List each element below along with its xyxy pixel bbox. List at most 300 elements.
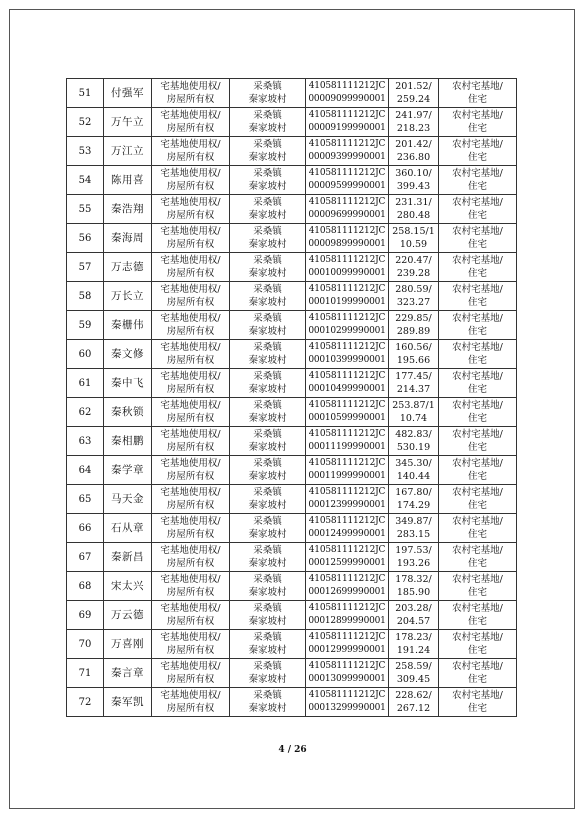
land-use-cell [439, 282, 517, 311]
land-use-cell [439, 224, 517, 253]
right-type-cell [152, 659, 230, 688]
unit-code-text: 00009199990001 [308, 123, 386, 133]
unit-code-text: 00010399990001 [308, 355, 386, 365]
land-use-text: 农村宅基地/ [452, 197, 503, 208]
area-text: 201.42/ [395, 139, 432, 150]
right-type-cell [152, 108, 230, 137]
location-cell [230, 398, 306, 427]
land-use-cell [439, 688, 517, 717]
area-text: 203.28/ [395, 603, 432, 614]
location-cell [230, 79, 306, 108]
unit-code-text: 410581111212JC [308, 458, 386, 468]
location-text: 采桑镇 [253, 690, 282, 701]
land-use-text: 农村宅基地/ [452, 284, 503, 295]
location-cell [230, 195, 306, 224]
row-number-text: 55 [78, 203, 92, 215]
right-type-text: 房屋所有权 [166, 674, 215, 685]
owner-name-text: 秦中飞 [111, 376, 144, 389]
unit-code-cell [306, 369, 389, 398]
land-use-text: 农村宅基地/ [452, 690, 503, 701]
location-text: 采桑镇 [253, 545, 282, 556]
area-text: 482.83/ [395, 429, 432, 440]
row-number-cell [67, 630, 104, 659]
right-type-text: 宅基地使用权/ [160, 400, 221, 411]
right-type-text: 宅基地使用权/ [160, 574, 221, 585]
land-use-text: 住宅 [467, 529, 487, 540]
location-text: 秦家坡村 [248, 587, 287, 598]
area-cell [389, 456, 439, 485]
owner-name-cell [104, 601, 152, 630]
location-text: 秦家坡村 [248, 239, 287, 250]
unit-code-cell [306, 659, 389, 688]
table-row [67, 166, 517, 195]
unit-code-text: 00013099990001 [308, 674, 386, 684]
land-use-text: 住宅 [467, 297, 487, 308]
right-type-text: 房屋所有权 [166, 181, 215, 192]
table-row [67, 79, 517, 108]
location-text: 采桑镇 [253, 458, 282, 469]
table-row [67, 369, 517, 398]
location-text: 采桑镇 [253, 313, 282, 324]
location-text: 秦家坡村 [248, 500, 287, 511]
land-use-cell [439, 369, 517, 398]
area-text: 280.48 [396, 210, 431, 221]
land-use-text: 住宅 [467, 384, 487, 395]
location-text: 秦家坡村 [248, 645, 287, 656]
owner-name-text: 陈用喜 [111, 173, 144, 186]
owner-name-cell [104, 108, 152, 137]
area-cell [389, 398, 439, 427]
owner-name-text: 马天金 [111, 492, 144, 505]
land-use-text: 住宅 [467, 471, 487, 482]
unit-code-text: 410581111212JC [308, 81, 386, 91]
table-row [67, 282, 517, 311]
row-number-text: 60 [78, 348, 92, 360]
row-number-cell [67, 166, 104, 195]
row-number-cell [67, 427, 104, 456]
row-number-cell [67, 224, 104, 253]
area-text: 283.15 [396, 529, 431, 540]
right-type-text: 房屋所有权 [166, 703, 215, 714]
row-number-text: 54 [78, 174, 92, 186]
row-number-cell [67, 253, 104, 282]
location-cell [230, 688, 306, 717]
location-text: 采桑镇 [253, 110, 282, 121]
area-cell [389, 369, 439, 398]
unit-code-cell [306, 630, 389, 659]
row-number-cell [67, 398, 104, 427]
location-cell [230, 456, 306, 485]
row-number-text: 53 [78, 145, 92, 157]
right-type-text: 宅基地使用权/ [160, 226, 221, 237]
row-number-cell [67, 572, 104, 601]
location-text: 采桑镇 [253, 139, 282, 150]
unit-code-text: 00012399990001 [308, 500, 386, 510]
area-text: 236.80 [396, 152, 431, 163]
owner-name-text: 秦秋锁 [111, 405, 144, 418]
table-row [67, 601, 517, 630]
area-text: 231.31/ [395, 197, 432, 208]
land-use-text: 农村宅基地/ [452, 458, 503, 469]
land-use-cell [439, 253, 517, 282]
right-type-cell [152, 224, 230, 253]
right-type-text: 宅基地使用权/ [160, 342, 221, 353]
row-number-text: 66 [78, 522, 92, 534]
owner-name-cell [104, 456, 152, 485]
location-text: 采桑镇 [253, 661, 282, 672]
location-text: 秦家坡村 [248, 123, 287, 134]
location-text: 采桑镇 [253, 226, 282, 237]
area-cell [389, 427, 439, 456]
unit-code-text: 00012899990001 [308, 616, 386, 626]
land-use-text: 住宅 [467, 123, 487, 134]
unit-code-cell [306, 456, 389, 485]
right-type-text: 宅基地使用权/ [160, 487, 221, 498]
right-type-text: 宅基地使用权/ [160, 81, 221, 92]
area-text: 177.45/ [395, 371, 432, 382]
land-use-text: 农村宅基地/ [452, 371, 503, 382]
land-use-text: 农村宅基地/ [452, 110, 503, 121]
area-text: 204.57 [396, 616, 431, 627]
location-cell [230, 340, 306, 369]
table-row [67, 630, 517, 659]
area-text: 360.10/ [395, 168, 432, 179]
location-text: 秦家坡村 [248, 703, 287, 714]
land-use-text: 农村宅基地/ [452, 226, 503, 237]
unit-code-text: 00010599990001 [308, 413, 386, 423]
right-type-text: 房屋所有权 [166, 500, 215, 511]
area-text: 258.15/1 [392, 226, 435, 237]
area-text: 259.24 [396, 94, 431, 105]
area-text: 185.90 [396, 587, 431, 598]
area-text: 160.56/ [395, 342, 432, 353]
area-text: 214.37 [396, 384, 431, 395]
right-type-text: 房屋所有权 [166, 94, 215, 105]
land-use-text: 农村宅基地/ [452, 168, 503, 179]
right-type-cell [152, 369, 230, 398]
area-cell [389, 224, 439, 253]
land-use-cell [439, 79, 517, 108]
location-text: 采桑镇 [253, 342, 282, 353]
unit-code-cell [306, 282, 389, 311]
row-number-text: 64 [78, 464, 92, 476]
land-use-cell [439, 340, 517, 369]
owner-name-cell [104, 137, 152, 166]
unit-code-text: 410581111212JC [308, 255, 386, 265]
row-number-text: 71 [78, 667, 92, 679]
owner-name-cell [104, 514, 152, 543]
area-cell [389, 108, 439, 137]
land-use-cell [439, 543, 517, 572]
table-row [67, 659, 517, 688]
right-type-text: 宅基地使用权/ [160, 313, 221, 324]
right-type-cell [152, 340, 230, 369]
land-use-cell [439, 398, 517, 427]
unit-code-text: 00011999990001 [308, 471, 386, 481]
right-type-text: 房屋所有权 [166, 152, 215, 163]
owner-name-text: 万云德 [111, 608, 144, 621]
land-use-cell [439, 514, 517, 543]
land-use-text: 农村宅基地/ [452, 516, 503, 527]
land-use-cell [439, 485, 517, 514]
owner-name-cell [104, 572, 152, 601]
right-type-text: 房屋所有权 [166, 123, 215, 134]
unit-code-cell [306, 166, 389, 195]
table-row [67, 224, 517, 253]
owner-name-text: 秦栅伟 [111, 318, 144, 331]
location-cell [230, 630, 306, 659]
area-text: 140.44 [396, 471, 431, 482]
right-type-cell [152, 630, 230, 659]
location-text: 采桑镇 [253, 255, 282, 266]
right-type-cell [152, 195, 230, 224]
unit-code-cell [306, 514, 389, 543]
owner-name-text: 石从章 [111, 521, 144, 534]
area-text: 197.53/ [395, 545, 432, 556]
right-type-text: 房屋所有权 [166, 558, 215, 569]
right-type-cell [152, 253, 230, 282]
owner-name-cell [104, 398, 152, 427]
location-cell [230, 311, 306, 340]
land-use-cell [439, 456, 517, 485]
owner-name-text: 秦言章 [111, 666, 144, 679]
right-type-text: 宅基地使用权/ [160, 516, 221, 527]
location-text: 秦家坡村 [248, 210, 287, 221]
row-number-cell [67, 282, 104, 311]
right-type-text: 房屋所有权 [166, 442, 215, 453]
area-text: 323.27 [396, 297, 431, 308]
table-row [67, 137, 517, 166]
owner-name-cell [104, 688, 152, 717]
area-cell [389, 195, 439, 224]
location-text: 秦家坡村 [248, 152, 287, 163]
row-number-text: 68 [78, 580, 92, 592]
right-type-text: 宅基地使用权/ [160, 603, 221, 614]
right-type-text: 房屋所有权 [166, 645, 215, 656]
unit-code-text: 00012499990001 [308, 529, 386, 539]
owner-name-text: 万午立 [111, 115, 144, 128]
location-cell [230, 601, 306, 630]
owner-name-text: 秦海周 [111, 231, 144, 244]
row-number-text: 58 [78, 290, 92, 302]
right-type-text: 房屋所有权 [166, 616, 215, 627]
unit-code-text: 00010199990001 [308, 297, 386, 307]
land-use-cell [439, 659, 517, 688]
unit-code-text: 00012599990001 [308, 558, 386, 568]
unit-code-text: 410581111212JC [308, 197, 386, 207]
area-text: 10.74 [399, 413, 428, 424]
land-use-text: 农村宅基地/ [452, 429, 503, 440]
land-use-text: 住宅 [467, 355, 487, 366]
row-number-text: 56 [78, 232, 92, 244]
right-type-text: 房屋所有权 [166, 529, 215, 540]
table-row [67, 572, 517, 601]
location-cell [230, 166, 306, 195]
land-use-text: 住宅 [467, 616, 487, 627]
area-text: 167.80/ [395, 487, 432, 498]
unit-code-text: 410581111212JC [308, 284, 386, 294]
unit-code-cell [306, 427, 389, 456]
row-number-cell [67, 543, 104, 572]
right-type-text: 宅基地使用权/ [160, 545, 221, 556]
location-cell [230, 514, 306, 543]
land-use-text: 农村宅基地/ [452, 545, 503, 556]
land-use-text: 住宅 [467, 500, 487, 511]
right-type-text: 宅基地使用权/ [160, 168, 221, 179]
location-text: 秦家坡村 [248, 355, 287, 366]
table-row [67, 253, 517, 282]
unit-code-text: 00009399990001 [308, 152, 386, 162]
unit-code-text: 00012699990001 [308, 587, 386, 597]
area-text: 309.45 [396, 674, 431, 685]
right-type-text: 房屋所有权 [166, 471, 215, 482]
land-use-text: 住宅 [467, 413, 487, 424]
land-use-text: 农村宅基地/ [452, 313, 503, 324]
right-type-cell [152, 137, 230, 166]
area-text: 228.62/ [395, 690, 432, 701]
land-use-text: 农村宅基地/ [452, 139, 503, 150]
row-number-text: 57 [78, 261, 92, 273]
owner-name-text: 秦学章 [111, 463, 144, 476]
area-text: 349.87/ [395, 516, 432, 527]
right-type-text: 房屋所有权 [166, 326, 215, 337]
table-row [67, 195, 517, 224]
unit-code-text: 410581111212JC [308, 690, 386, 700]
unit-code-text: 00009899990001 [308, 239, 386, 249]
row-number-text: 61 [78, 377, 92, 389]
row-number-text: 72 [78, 696, 92, 708]
area-text: 239.28 [396, 268, 431, 279]
land-use-cell [439, 601, 517, 630]
land-use-cell [439, 108, 517, 137]
area-cell [389, 543, 439, 572]
right-type-cell [152, 311, 230, 340]
area-cell [389, 514, 439, 543]
owner-name-cell [104, 630, 152, 659]
land-use-text: 农村宅基地/ [452, 81, 503, 92]
unit-code-cell [306, 398, 389, 427]
area-text: 267.12 [396, 703, 431, 714]
land-use-cell [439, 195, 517, 224]
right-type-cell [152, 485, 230, 514]
location-text: 秦家坡村 [248, 529, 287, 540]
land-use-text: 住宅 [467, 587, 487, 598]
land-use-text: 住宅 [467, 326, 487, 337]
row-number-cell [67, 485, 104, 514]
location-text: 采桑镇 [253, 487, 282, 498]
location-text: 采桑镇 [253, 197, 282, 208]
land-use-text: 农村宅基地/ [452, 574, 503, 585]
unit-code-cell [306, 688, 389, 717]
owner-name-text: 秦文修 [111, 347, 144, 360]
location-text: 秦家坡村 [248, 558, 287, 569]
table-row [67, 427, 517, 456]
unit-code-text: 410581111212JC [308, 400, 386, 410]
location-cell [230, 108, 306, 137]
unit-code-text: 410581111212JC [308, 603, 386, 613]
land-use-cell [439, 137, 517, 166]
location-text: 采桑镇 [253, 371, 282, 382]
table-row [67, 398, 517, 427]
owner-name-cell [104, 543, 152, 572]
right-type-cell [152, 166, 230, 195]
location-text: 采桑镇 [253, 400, 282, 411]
owner-name-cell [104, 311, 152, 340]
area-cell [389, 659, 439, 688]
area-cell [389, 340, 439, 369]
unit-code-cell [306, 601, 389, 630]
unit-code-text: 410581111212JC [308, 342, 386, 352]
table-row [67, 485, 517, 514]
location-cell [230, 137, 306, 166]
location-cell [230, 224, 306, 253]
unit-code-text: 00010299990001 [308, 326, 386, 336]
unit-code-cell [306, 485, 389, 514]
table-row [67, 514, 517, 543]
area-cell [389, 79, 439, 108]
unit-code-cell [306, 137, 389, 166]
unit-code-text: 410581111212JC [308, 110, 386, 120]
registry-table [66, 78, 517, 717]
area-text: 195.66 [396, 355, 431, 366]
page-number: 4 / 26 [278, 745, 307, 755]
area-text: 218.23 [396, 123, 431, 134]
land-use-text: 住宅 [467, 268, 487, 279]
unit-code-cell [306, 195, 389, 224]
area-cell [389, 282, 439, 311]
row-number-text: 59 [78, 319, 92, 331]
location-cell [230, 369, 306, 398]
location-text: 秦家坡村 [248, 384, 287, 395]
table-row [67, 108, 517, 137]
area-cell [389, 601, 439, 630]
location-text: 秦家坡村 [248, 297, 287, 308]
unit-code-text: 00013299990001 [308, 703, 386, 713]
location-text: 采桑镇 [253, 632, 282, 643]
location-cell [230, 572, 306, 601]
unit-code-text: 410581111212JC [308, 139, 386, 149]
unit-code-text: 00010499990001 [308, 384, 386, 394]
row-number-cell [67, 311, 104, 340]
row-number-cell [67, 514, 104, 543]
unit-code-text: 00012999990001 [308, 645, 386, 655]
right-type-text: 宅基地使用权/ [160, 255, 221, 266]
location-text: 秦家坡村 [248, 326, 287, 337]
unit-code-cell [306, 253, 389, 282]
unit-code-text: 410581111212JC [308, 168, 386, 178]
unit-code-cell [306, 79, 389, 108]
right-type-text: 宅基地使用权/ [160, 139, 221, 150]
right-type-text: 宅基地使用权/ [160, 284, 221, 295]
land-use-cell [439, 311, 517, 340]
owner-name-cell [104, 427, 152, 456]
right-type-cell [152, 79, 230, 108]
area-text: 345.30/ [395, 458, 432, 469]
right-type-text: 宅基地使用权/ [160, 371, 221, 382]
owner-name-cell [104, 282, 152, 311]
location-text: 采桑镇 [253, 284, 282, 295]
location-text: 采桑镇 [253, 429, 282, 440]
unit-code-cell [306, 340, 389, 369]
land-use-text: 农村宅基地/ [452, 661, 503, 672]
area-cell [389, 253, 439, 282]
row-number-text: 65 [78, 493, 92, 505]
row-number-text: 52 [78, 116, 92, 128]
right-type-cell [152, 398, 230, 427]
row-number-text: 62 [78, 406, 92, 418]
right-type-text: 房屋所有权 [166, 587, 215, 598]
land-use-text: 住宅 [467, 152, 487, 163]
